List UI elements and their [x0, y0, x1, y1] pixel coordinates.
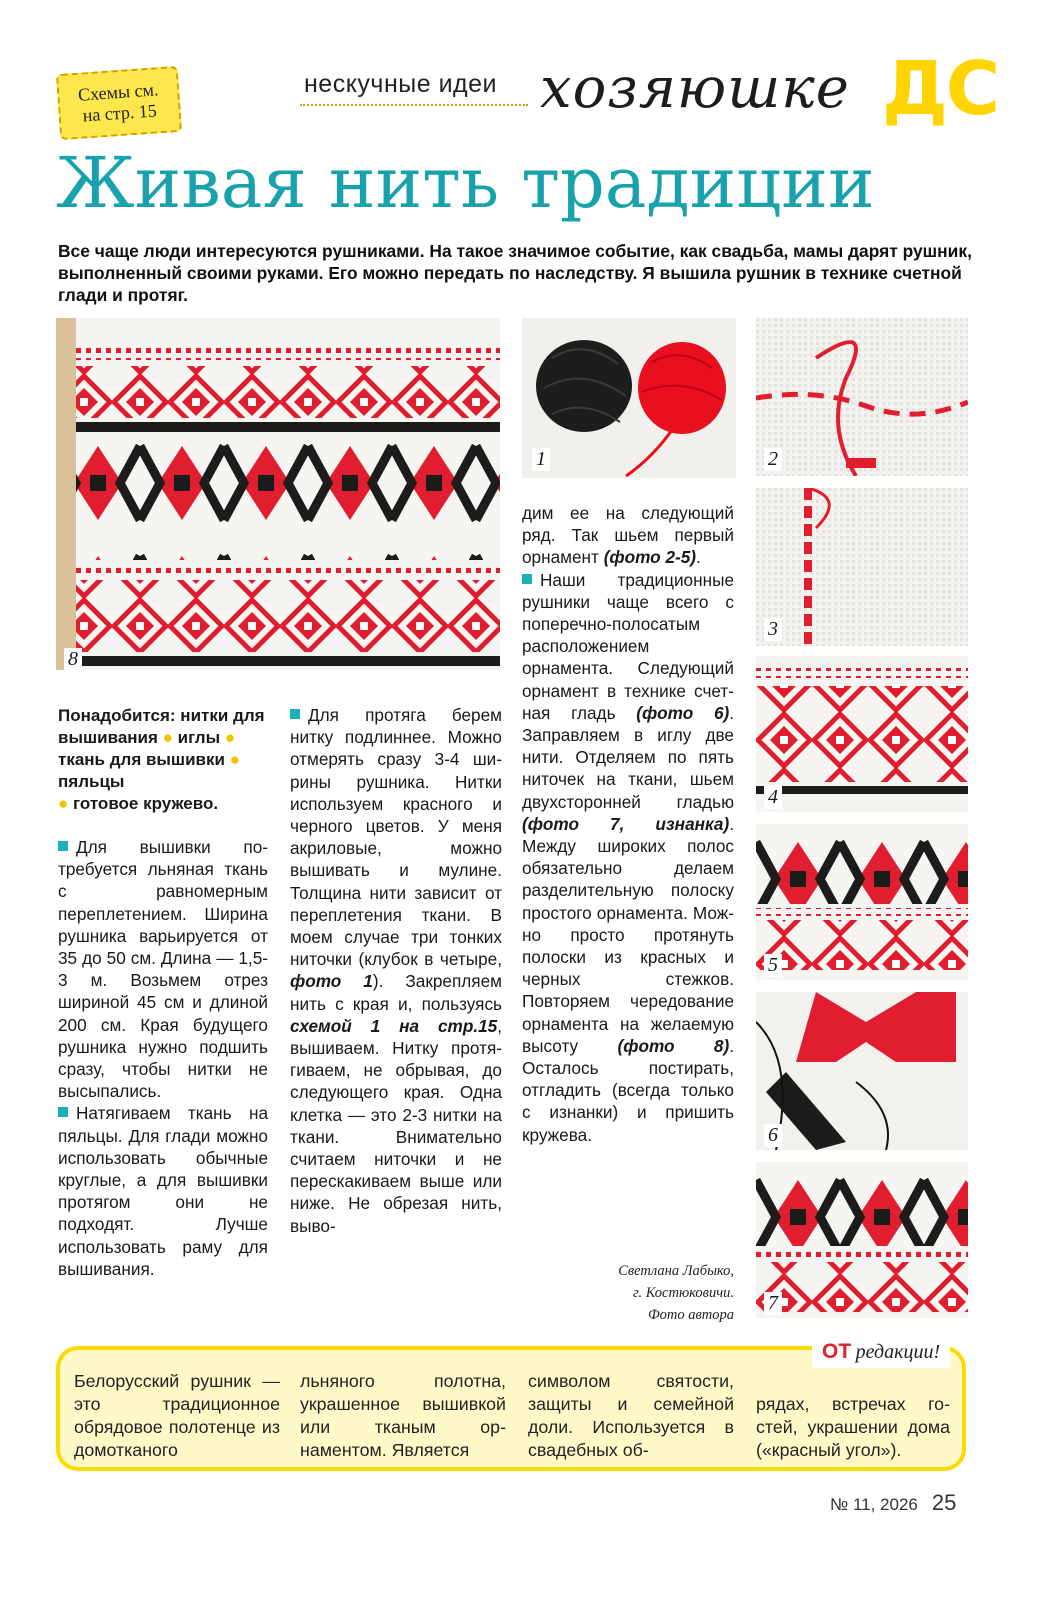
paragraph-marker-icon	[58, 1107, 68, 1117]
col3-text-d: . Заправляем в иглу две нити. Отделяем по пять ниточек на ткани, шьем двухсторонней гладью	[522, 702, 735, 812]
photo-8-towel	[56, 318, 500, 670]
text-column-2	[290, 704, 502, 1237]
note-column-3: символом святости, защиты и семейной доли. Используется в свадебных об-	[528, 1371, 734, 1460]
photo-3-vertical-stitch	[756, 488, 968, 646]
article-lead: Все чаще люди интересуются рушниками. На такое значимое событие, как свадьба, мамы дарят рушник, выполненный своими руками. Его можно передать по наследству. Я вышила рушник в технике счетной глади и протяг.	[58, 241, 972, 305]
photo-4-ornament-band	[756, 656, 968, 812]
magazine-logo: ДС	[882, 46, 999, 132]
materials-list	[58, 705, 268, 815]
photo-2-number: 2	[764, 448, 782, 471]
paragraph-marker-icon	[290, 709, 300, 719]
col2-text-b: ). Закрепляем нить с края и, пользуясь	[290, 971, 502, 1014]
editor-note-tag	[812, 1336, 950, 1368]
material-item: ткань для вышивки	[58, 750, 225, 769]
paragraph-marker-icon	[522, 574, 532, 584]
page-footer	[830, 1490, 956, 1516]
bullet-icon: ●	[229, 750, 240, 769]
photo-8-number: 8	[64, 648, 82, 670]
photo-4-number: 4	[764, 786, 782, 809]
rubric-kicker: нескучные идеи	[304, 70, 497, 98]
note-column-4: рядах, встречах гостей, украшении дома («красный угол»).	[756, 1394, 950, 1460]
bullet-icon: ●	[224, 728, 236, 747]
article-title: Живая нить традиции	[56, 142, 875, 224]
bullet-icon: ●	[58, 794, 69, 813]
photo-1-number: 1	[532, 448, 550, 471]
badge-line-1: Схемы см.	[77, 79, 160, 105]
photo-7-reverse-side	[756, 1162, 968, 1318]
author-name: Светлана Лабыко,	[618, 1263, 734, 1279]
material-item: иглы	[177, 728, 221, 747]
photo-5-number: 5	[764, 954, 782, 977]
col1-paragraph-1: Для вышивки потребуется льняная ткань с равномерным переплетением. Ширина рушника варьируется от 35 до 50 см. Длина — 1,5-3 м. Возьмем отрез шириной 45 см и длиной 200 см. Края будущего рушника нужно подшить сразу, чтобы нитки не высыпались.	[58, 837, 268, 1102]
material-item: готовое кружево.	[73, 794, 219, 813]
photo-reference: (фото 6)	[636, 702, 730, 723]
materials-heading: Понадобится: нитки для вышивания	[58, 706, 265, 747]
photo-reference: (фото 8)	[617, 1035, 730, 1056]
photo-7-number: 7	[764, 1292, 782, 1315]
col2-text-a: Для протяга берем нитку подлиннее. Можно отмерять сразу 3-4 ширины рушника. Нитки используем красного и черного цветов. У меня акриловые, можно вышивать и мулине. Толщина нити зависит от переплетения ткани. В моем случае три тонких ниточки (клубок в четыре,	[290, 705, 502, 970]
note-column-1: Белорусский рушник — это традиционное обрядовое полотенце из домотканого	[74, 1371, 280, 1460]
col3-text-c: Наши традиционные рушники чаще всего с поперечно-полосатым расположением орнамента. Следующий орнамент в технике счетная гладь	[522, 569, 734, 723]
col3-text-a: дим ее на следующий ряд. Так шьем первый орнамент	[522, 503, 734, 568]
note-tag-editors: редакции!	[855, 1341, 941, 1363]
text-column-3	[522, 502, 734, 1146]
photo-reference: фото 1	[290, 971, 373, 992]
col3-text-f: . Осталось постирать, отгладить (всегда только с изнанки) и пришить кружева.	[522, 1035, 734, 1145]
photo-1-yarn	[522, 318, 736, 478]
photo-3-number: 3	[764, 618, 782, 641]
col3-text-e: . Между широких полос обязательно делаем разделительную полоску простого орнамента. Можно просто протянуть полоски из красных и черных стежков. Повторяем чередование орнамента на желаемую высоту	[522, 813, 734, 1056]
photo-2-first-stitches	[756, 318, 968, 476]
photo-5-flower-band	[756, 824, 968, 980]
photo-reference: (фото 7, изнанка)	[522, 813, 730, 834]
section-title: хозяюшке	[540, 56, 850, 121]
author-credit	[560, 1260, 734, 1326]
photo-reference: (фото 2-5)	[603, 547, 697, 568]
col2-text-c: , вышиваем. Нитку протягиваем, не обрывая, до следующего края. Одна клетка — это 2-3 нитки на ткани. Внимательно считаем ниточки и не перескакиваем выше или ниже. Не обрезая нить, выво-	[290, 1015, 502, 1236]
photo-credit: Фото автора	[647, 1307, 734, 1323]
paragraph-marker-icon	[58, 841, 68, 851]
author-city: г. Костюковичи.	[633, 1285, 734, 1301]
bullet-icon: ●	[162, 728, 173, 747]
scheme-reference-badge	[56, 66, 182, 140]
kicker-underline	[300, 104, 528, 106]
col1-paragraph-2: Натягиваем ткань на пяльцы. Для глади можно использовать обычные круглые, а для вышивки протягом они не подходят. Лучше использовать раму для вышивания.	[58, 1103, 268, 1279]
photo-6-satin-stitch	[756, 992, 968, 1150]
badge-line-2: на стр. 15	[81, 100, 158, 126]
col3-text-b: .	[696, 547, 701, 568]
note-column-2: льняного полотна, украшенное вышивкой или тканым орнаментом. Является	[300, 1371, 506, 1460]
note-tag-from: ОТ	[822, 1340, 852, 1363]
text-column-1	[58, 836, 268, 1280]
photo-6-number: 6	[764, 1124, 782, 1147]
material-item: пяльцы	[58, 772, 125, 791]
page-number: 25	[931, 1490, 957, 1515]
issue-number: № 11, 2026	[830, 1495, 918, 1514]
scheme-reference: схемой 1 на стр.15	[290, 1015, 498, 1036]
